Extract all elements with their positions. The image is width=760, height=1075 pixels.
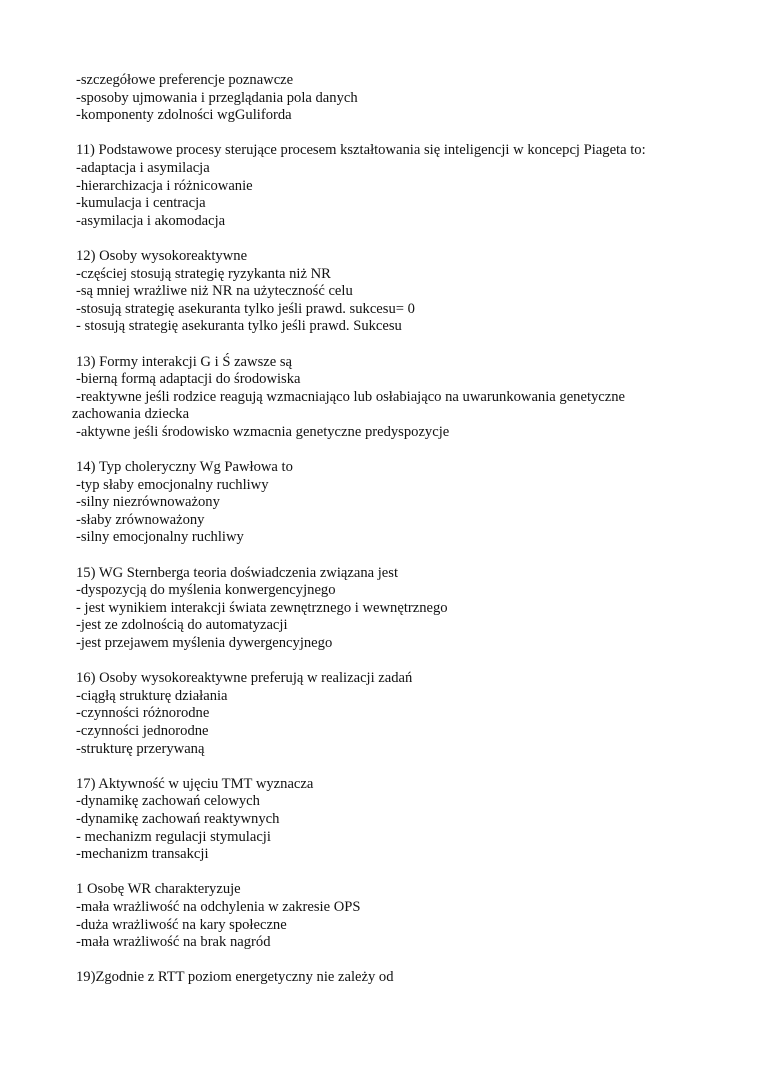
paragraph-gap [76,864,716,882]
question-text: 16) Osoby wysokoreaktywne preferują w realizacji zadań [76,670,413,687]
question-text: 13) Formy interakcji G i Ś zawsze są [76,353,293,370]
answer-option: -hierarchizacja i różnicowanie [76,177,253,194]
answer-option: -reaktywne jeśli rodzice reagują wzmacniająco lub osłabiająco na uwarunkowania genetyczne [76,388,626,405]
question-14 [76,459,716,547]
answer-option: -strukturę przerywaną [76,740,205,757]
paragraph-gap [76,547,716,565]
question-13 [72,353,716,442]
answer-option: - stosują strategię asekuranta tylko jeśli prawd. Sukcesu [76,318,402,335]
answer-option: -aktywne jeśli środowisko wzmacnia genetyczne predyspozycje [76,423,450,440]
answer-option: -mechanizm transakcji [76,846,209,863]
paragraph-gap [76,230,716,248]
question-text: 11) Podstawowe procesy sterujące procesem kształtowania się inteligencji w koncepcj Piageta to: [76,142,646,159]
paragraph-gap [76,653,716,671]
question-12 [76,248,716,336]
answer-option: -częściej stosują strategię ryzykanta niż NR [76,265,331,282]
question-text: 12) Osoby wysokoreaktywne [76,247,248,264]
answer-option: -bierną formą adaptacji do środowiska [76,371,301,388]
answer-option: -dyspozycją do myślenia konwergencyjnego [76,582,336,599]
answer-option: -typ słaby emocjonalny ruchliwy [76,476,269,493]
paragraph-gap [76,758,716,776]
paragraph-gap [76,125,716,143]
answer-option: - jest wynikiem interakcji świata zewnętrznego i wewnętrznego [76,599,448,616]
list-item: -komponenty zdolności wgGuliforda [76,107,292,124]
answer-option: -ciągłą strukturę działania [76,687,228,704]
answer-option: -jest przejawem myślenia dywergencyjnego [76,635,333,651]
list-item: -szczegółowe preferencje poznawcze [76,72,294,88]
answer-option: -kumulacja i centracja [76,195,206,212]
answer-option: -silny niezrównoważony [76,494,220,511]
question-16 [76,670,716,758]
question-text: 19)Zgodnie z RTT poziom energetyczny nie zależy od [76,969,394,986]
answer-option: -asymilacja i akomodacja [76,212,226,229]
answer-option: -czynności różnorodne [76,705,210,722]
answer-option: -dynamikę zachowań reaktywnych [76,810,280,827]
answer-option: -są mniej wrażliwe niż NR na użyteczność celu [76,283,353,300]
question-text: 1 Osobę WR charakteryzuje [76,881,241,898]
answer-option: -adaptacja i asymilacja [76,159,210,176]
answer-option: -słaby zrównoważony [76,511,205,528]
answer-option: - mechanizm regulacji stymulacji [76,828,271,845]
question-text: 17) Aktywność w ujęciu TMT wyznacza [76,775,314,792]
paragraph-gap [76,336,716,354]
question-18 [76,881,716,951]
answer-option-continuation: zachowania dziecka [72,406,190,423]
question-17 [76,776,716,864]
answer-option: -duża wrażliwość na kary społeczne [76,916,287,933]
answer-option: -dynamikę zachowań celowych [76,793,260,810]
intro-block [76,72,716,125]
paragraph-gap [76,952,716,970]
question-15 [76,565,716,653]
answer-option: -czynności jednorodne [76,722,209,739]
answer-option: -stosują strategię asekuranta tylko jeśli prawd. sukcesu= 0 [76,300,415,317]
question-11 [76,142,716,230]
question-text: 14) Typ choleryczny Wg Pawłowa to [76,459,293,476]
question-19 [76,969,716,987]
answer-option: -silny emocjonalny ruchliwy [76,529,244,546]
document-text [72,72,716,987]
answer-option: -jest ze zdolnością do automatyzacji [76,617,288,634]
answer-option: -mała wrażliwość na brak nagród [76,934,271,951]
answer-option: -mała wrażliwość na odchylenia w zakresie OPS [76,898,361,915]
list-item: -sposoby ujmowania i przeglądania pola danych [76,89,358,106]
paragraph-gap [76,441,716,459]
question-text: 15) WG Sternberga teoria doświadczenia związana jest [76,564,399,581]
